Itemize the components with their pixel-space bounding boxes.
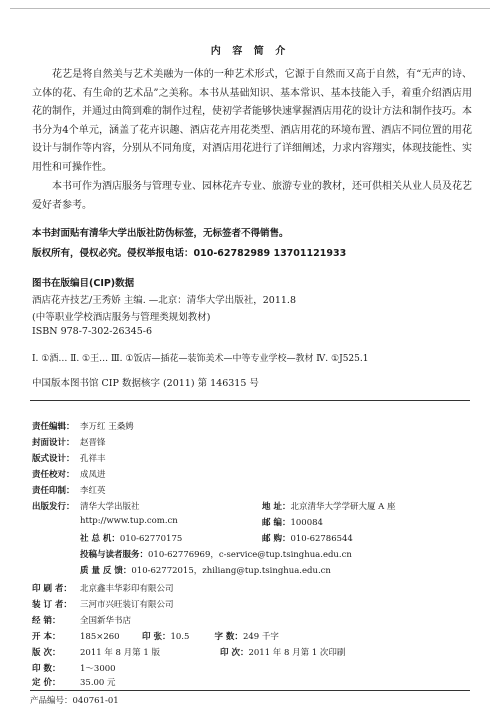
words-label: 字 数： — [214, 632, 243, 642]
cover-label: 封面设计： — [32, 438, 75, 448]
print-label: 责任印制： — [32, 486, 75, 496]
printer-label: 印 刷 者： — [32, 584, 72, 594]
imprint-print — [32, 484, 106, 496]
binder-label: 装 订 者： — [32, 600, 72, 610]
page-border — [10, 8, 490, 9]
sheets-value: 10.5 — [170, 632, 190, 642]
cip-classification: Ⅰ. ①酒… Ⅱ. ①王… Ⅲ. ①饭店—插花—装饰美术—中等专业学校—教材 Ⅳ. ①J525.1 — [32, 354, 369, 364]
edition-value: 2011 年 8 月第 1 版 — [80, 648, 160, 658]
postcode-label: 邮 编： — [262, 518, 291, 528]
dist-label: 经 销： — [32, 616, 61, 626]
product-code: 产品编号：040761-01 — [30, 696, 119, 706]
printer-value: 北京鑫丰华彩印有限公司 — [80, 584, 174, 594]
layout-label: 版式设计： — [32, 454, 75, 464]
cip-isbn: ISBN 978-7-302-26345-6 — [32, 326, 152, 337]
mailorder-value: 010-62786544 — [290, 534, 353, 544]
divider-top — [30, 400, 470, 401]
postcode-value: 100084 — [290, 518, 323, 528]
words-value: 249 千字 — [242, 632, 279, 642]
imprint-binder — [32, 598, 174, 610]
imprint-edition — [32, 646, 345, 658]
count-label: 印 数： — [32, 664, 61, 674]
imprint-dist — [32, 614, 131, 626]
contrib-label: 投稿与读者服务： — [80, 550, 149, 560]
address-label: 地 址： — [262, 502, 291, 512]
switchboard-label: 社 总 机： — [80, 534, 120, 544]
divider-bottom — [30, 690, 470, 691]
proof-value: 成凤进 — [80, 470, 106, 480]
price-label: 定 价： — [32, 678, 61, 688]
impression-label: 印 次： — [220, 648, 249, 658]
editor-label: 责任编辑： — [32, 422, 75, 432]
dist-value: 全国新华书店 — [80, 616, 132, 626]
cip-title-line: 酒店花卉技艺/王秀娇 主编. —北京：清华大学出版社，2011.8 — [32, 295, 297, 306]
publisher-label: 出版发行： — [32, 502, 75, 512]
quality-label: 质 量 反 馈： — [80, 566, 132, 576]
count-value: 1～3000 — [80, 664, 116, 674]
edition-label: 版 次： — [32, 648, 61, 658]
format-label: 开 本： — [32, 632, 61, 642]
price-value: 35.00 元 — [80, 678, 116, 688]
imprint-layout — [32, 452, 106, 464]
mailorder-label: 邮 购： — [262, 534, 291, 544]
binder-value: 三河市兴旺装订有限公司 — [80, 600, 174, 610]
imprint-proof — [32, 468, 106, 480]
imprint-count — [32, 662, 116, 674]
imprint-format — [32, 630, 279, 642]
imprint-quality — [80, 564, 331, 576]
format-value: 185×260 — [80, 632, 120, 642]
layout-value: 孔祥丰 — [80, 454, 106, 464]
address-value: 北京清华大学学研大厦 A 座 — [290, 502, 396, 512]
imprint-contrib — [80, 548, 352, 560]
cip-series-line: (中等职业学校酒店服务与管理类规划教材) — [32, 312, 211, 323]
quality-value: 010-62772015，zhiliang@tup.tsinghua.edu.cn — [131, 566, 331, 576]
intro-paragraph-1: 花艺是将自然美与艺术美融为一体的一种艺术形式，它源于自然而又高于自然，有“无声的诗、立体的花、有生命的艺术品”之美称。本书从基础知识、基本常识、基本技能入手，着重介绍酒店用花的制作，并通过由简到难的制作过程，使初学者能够快速掌握酒店用花的设计方法和制作技巧。本书分为4个单元，涵盖了花卉识趣、酒店花卉用花类型、酒店用花的环境布置、酒店不同位置的用花设计与制作等内容，分别从不同角度，对酒店用花进行了详细阐述，力求内容翔实，体现技能性、实用性和可操作性。 — [32, 69, 472, 173]
copyright-notice: 版权所有，侵权必究。侵权举报电话：010-62782989 13701121933 — [32, 248, 347, 259]
intro-paragraph-2: 本书可作为酒店服务与管理专业、园林花卉专业、旅游专业的教材，还可供相关从业人员及花艺爱好者参考。 — [32, 181, 472, 211]
contrib-value: 010-62776969，c-service@tup.tsinghua.edu.cn — [148, 550, 352, 560]
imprint-publisher — [32, 500, 140, 512]
proof-label: 责任校对： — [32, 470, 75, 480]
page-title: 内 容 简 介 — [210, 46, 290, 57]
imprint-switchboard — [80, 532, 182, 544]
imprint-editor — [32, 420, 134, 432]
imprint-cover — [32, 436, 106, 448]
imprint-price — [32, 676, 116, 688]
cip-number: 中国版本图书馆 CIP 数据核字 (2011) 第 146315 号 — [32, 378, 259, 389]
imprint-address — [262, 500, 396, 512]
imprint-printer — [32, 582, 174, 594]
cover-value: 赵晋锋 — [80, 438, 106, 448]
sheets-label: 印 张： — [142, 632, 171, 642]
publisher-value: 清华大学出版社 — [80, 502, 140, 512]
imprint-website: http://www.tup.com.cn — [80, 516, 178, 526]
switchboard-value: 010-62770175 — [119, 534, 183, 544]
cip-heading: 图书在版编目(CIP)数据 — [32, 278, 135, 289]
imprint-postcode — [262, 516, 323, 528]
print-value: 李红英 — [80, 486, 106, 496]
anti-counterfeit-notice: 本书封面贴有清华大学出版社防伪标签，无标签者不得销售。 — [32, 228, 289, 239]
editor-value: 李万红 王桑娉 — [80, 422, 134, 432]
imprint-mailorder — [262, 532, 353, 544]
impression-value: 2011 年 8 月第 1 次印刷 — [248, 648, 346, 658]
